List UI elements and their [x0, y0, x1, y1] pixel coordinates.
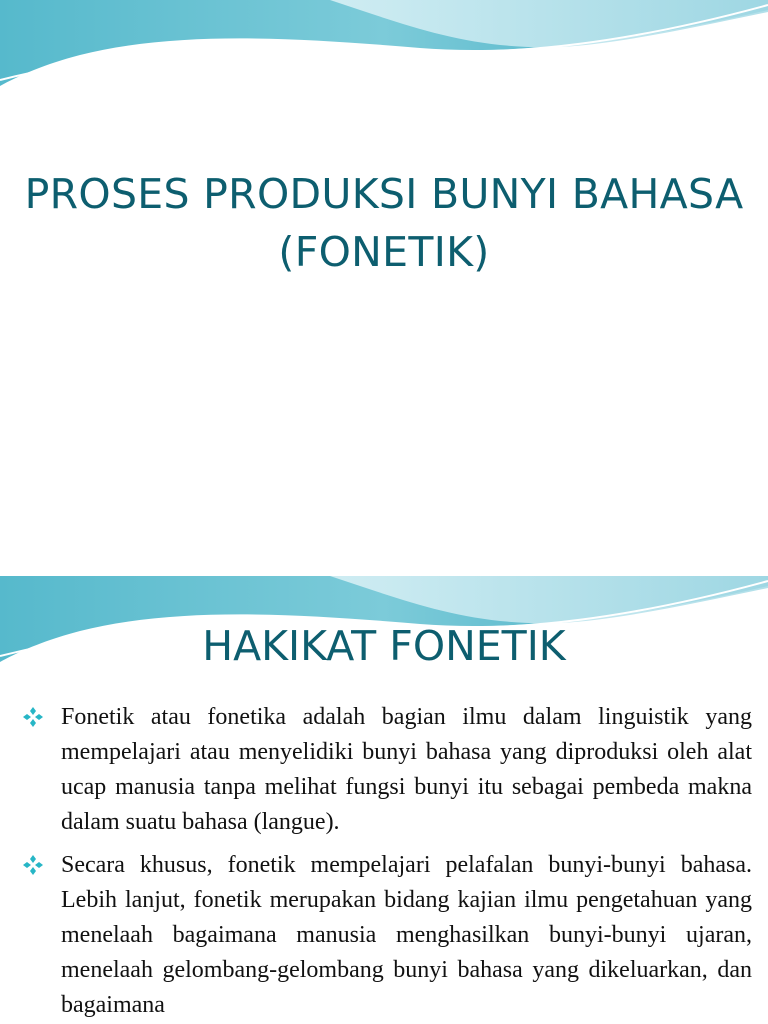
- bullet-item: [18, 848, 752, 1023]
- bullet-text: Fonetik atau fonetika adalah bagian ilmu dalam linguistik yang mempelajari atau menyelidiki bunyi bahasa yang diproduksi oleh alat ucap manusia tanpa melihat fungsi bunyi itu sebagai pembeda makna dalam suatu bahasa (langue).: [61, 704, 752, 835]
- slide-title: [0, 165, 768, 281]
- diamond-bullet-icon: [22, 854, 44, 876]
- slide-title-line-2: (FONETIK): [278, 228, 490, 276]
- bullet-list: [18, 700, 752, 1024]
- wave-header-decoration: [0, 0, 768, 100]
- slide-title: HAKIKAT FONETIK: [202, 622, 566, 670]
- bullet-item: [18, 700, 752, 840]
- bullet-text: Secara khusus, fonetik mempelajari pelafalan bunyi-bunyi bahasa. Lebih lanjut, fonetik merupakan bidang kajian ilmu pengetahuan yang menelaah bagaimana manusia menghasilkan bunyi-bunyi ujaran, menelaah gelombang-gelombang bunyi bahasa yang dikeluarkan, dan bagaimana: [61, 852, 752, 1018]
- content-slide: [0, 576, 768, 1024]
- slide-title-line-1: PROSES PRODUKSI BUNYI BAHASA: [24, 170, 744, 218]
- diamond-bullet-icon: [22, 706, 44, 728]
